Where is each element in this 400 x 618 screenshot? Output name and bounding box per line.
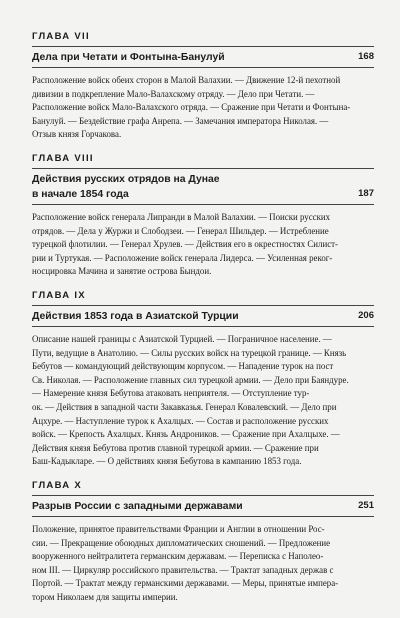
chapter-label: ГЛАВА VII [32,31,374,47]
summary-line: Расположение войск Мало-Валахского отряда. — Сражение при Четати и Фонтына- [32,102,351,113]
summary-line: войск. — Крепость Ахалцых. Князь Андроников. — Сражение при Ахалцыхе. — [32,429,340,440]
summary-line: Банулуй. — Бездействие графа Анрепа. — Замечания императора Николая. — [32,115,329,126]
summary-line: Портой. — Трактат между германскими державами. — Меры, принятые импера- [32,578,339,589]
chapter-title [32,50,374,65]
chapter-page-number: 187 [358,188,374,199]
summary-line: носцировка Мачина и занятие острова Бындои. [32,266,212,277]
summary-line: сии. — Прекращение обоюдных дипломатических сношений. — Предложение [32,537,331,548]
chapter-title-line: Дела при Четати и Фонтына-Банулуй [32,52,225,63]
summary-line: ном III. — Циркуляр российского правительства. — Трактат западных держав с [32,564,334,575]
summary-line: Описание нашей границы с Азиатской Турцией. — Пограничное население. — [32,334,332,344]
summary-line: дивизии в подкрепление Мало-Валахскому отряду. — Дело при Четати. — [32,88,315,99]
chapter-label: ГЛАВА VIII [32,153,374,169]
chapter-title-line: Разрыв России с западными державами [32,501,243,512]
divider [32,516,374,517]
chapter-label: ГЛАВА X [32,480,374,496]
chapter-title [32,309,374,324]
summary-line: турецкой флотилии. — Генерал Хрулев. — Действия его в окрестностях Силист- [32,239,338,250]
summary-line: ок. — Действия в западной части Закавказья. Генерал Ковалевский. — Дело при [32,401,337,412]
summary-line: Расположение войск обеих сторон в Малой Валахии. — Движение 12-й пехотной [32,75,341,85]
summary-line: отрядов. — Дела у Журжи и Слободзеи. — Генерал Шильдер. — Истребление [32,225,329,236]
chapter-ix [32,290,374,469]
chapter-summary [32,211,374,279]
summary-line: Пути, ведущие в Анатолию. — Силы русских войск на турецкой границе. — Князь [32,347,347,358]
summary-line: рии и Туртукая. — Расположение войск генерала Лидерса. — Усиленная реког- [32,252,333,263]
chapter-title [32,172,374,202]
summary-line: Отзыв князя Горчакова. [32,129,122,140]
chapter-vii [32,31,374,142]
chapter-title-line: Действия 1853 года в Азиатской Турции [32,311,239,322]
chapter-x [32,480,374,605]
chapter-page-number: 206 [358,310,374,321]
divider [32,326,374,327]
chapter-title-line: в начале 1854 года [32,189,129,200]
chapter-page-number: 251 [358,500,374,511]
divider [32,204,374,205]
summary-line: Действия князя Бебутова против главной турецкой армии. — Сражение при [32,442,319,453]
summary-line: — Намерение князя Бебутова атаковать неприятеля. — Отступление тур- [32,388,310,399]
summary-line: Ацхуре. — Наступление турок к Ахалцых. — Состав и расположение русских [32,415,329,426]
summary-line: Положение, принятое правительствами Франции и Англии в отношении Рос- [32,524,325,534]
summary-line: Бебутов — командующий действующим корпусом. — Нападение турок на пост [32,361,334,372]
chapter-label: ГЛАВА IX [32,290,374,306]
summary-line: Расположение войск генерала Липранди в Малой Валахии. — Поиски русских [32,212,331,222]
summary-line: тором Николаем для защиты империи. [32,591,178,602]
chapter-page-number: 168 [358,51,374,62]
chapter-viii [32,153,374,279]
chapter-title-line: Действия русских отрядов на Дунае [32,174,220,185]
chapter-summary [32,523,374,605]
summary-line: вооруженного нейтралитета германским державам. — Переписка с Наполео- [32,551,324,562]
chapter-summary [32,333,374,469]
summary-line: Баш-Кадыкларе. — О действиях князя Бебутова в кампанию 1853 года. [32,456,302,467]
chapter-summary [32,74,374,142]
divider [32,67,374,68]
chapter-title [32,499,374,514]
summary-line: Св. Николая. — Расположение главных сил турецкой армии. — Дело при Баяндуре. [32,374,349,385]
